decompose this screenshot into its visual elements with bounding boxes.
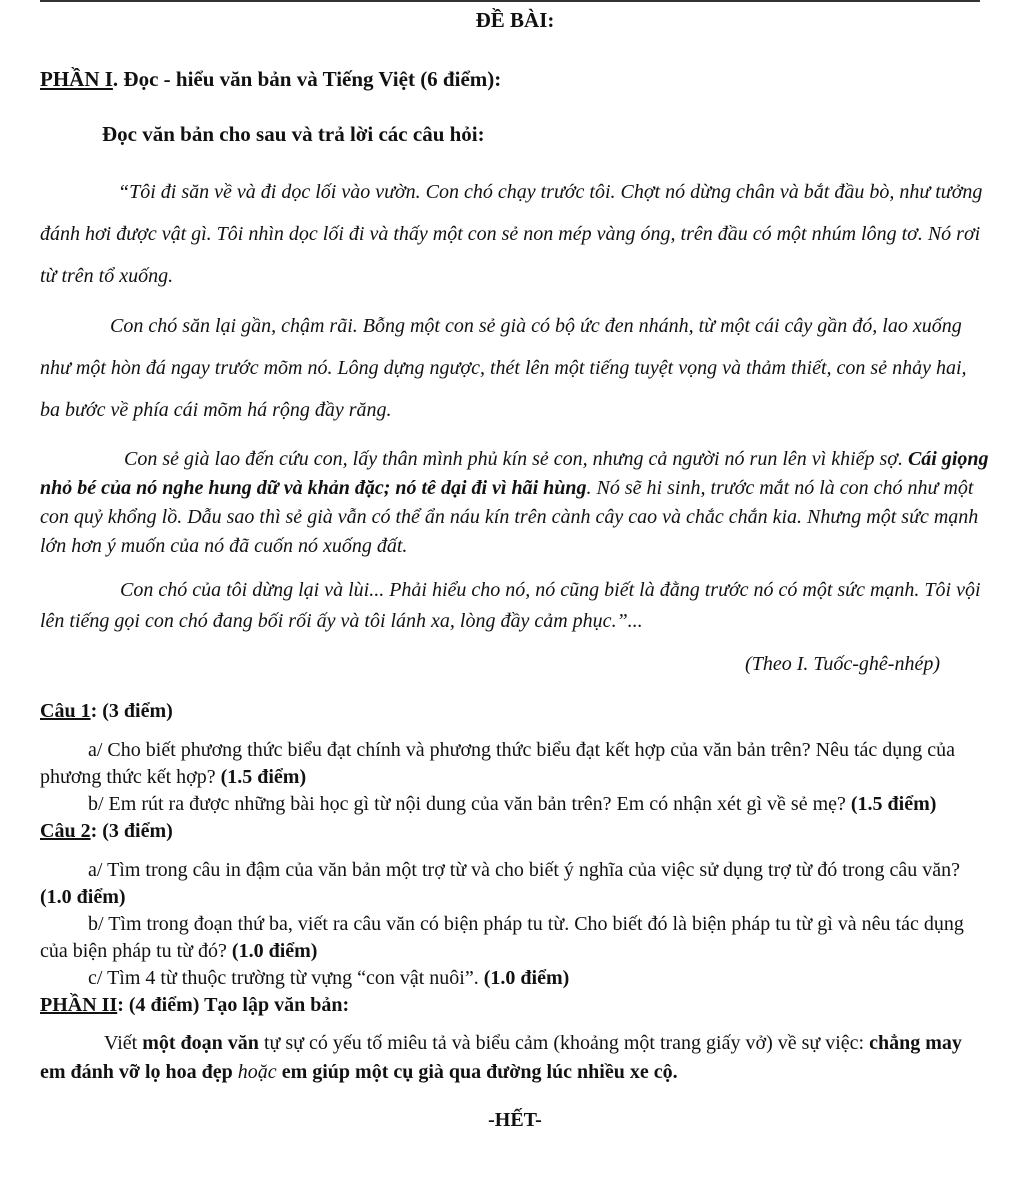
part2-heading — [40, 994, 990, 1017]
question-1b-text: b/ Em rút ra được những bài học gì từ nội dung của văn bản trên? Em có nhận xét gì về sẻ mẹ? — [88, 793, 851, 815]
reading-instruction: Đọc văn bản cho sau và trả lời các câu hỏi: — [102, 122, 485, 146]
question-1a — [40, 737, 990, 791]
passage-bold-sentence: Cái giọng nhỏ bé của nó nghe hung dữ và khản đặc; nó tê dại đi vì hãi hùng — [40, 448, 989, 499]
passage-p3-start: Con sẻ già lao đến cứu con, lấy thân mình phủ kín sẻ con, nhưng cả người nó run lên vì khiếp sợ. — [124, 448, 908, 470]
question-2a-points: (1.0 điểm) — [40, 886, 126, 908]
exam-page — [40, 6, 990, 1132]
question-2-points: : (3 điểm) — [90, 820, 173, 842]
part1-heading — [40, 67, 990, 92]
question-2-label: Câu 2 — [40, 820, 91, 842]
part1-label: PHẦN I — [40, 67, 113, 91]
question-1-heading — [40, 700, 990, 723]
top-rule — [40, 0, 980, 2]
question-2b — [40, 911, 990, 965]
part2-prompt-s5: hoặc — [237, 1061, 277, 1083]
question-1b — [40, 791, 990, 818]
part2-prompt-s1: Viết — [104, 1032, 143, 1054]
question-2c — [40, 965, 990, 992]
question-2a — [40, 857, 990, 911]
question-1a-text: a/ Cho biết phương thức biểu đạt chính và phương thức biểu đạt kết hợp của văn bản trên? Nêu tác dụng của phương thức kết hợp? — [40, 739, 956, 788]
page-title: ĐỀ BÀI: — [475, 8, 555, 32]
passage-p3-end: . Nó sẽ hi sinh, trước mắt nó là con chó như một con quỷ khổng lồ. Dẫu sao thì sẻ già vẫn có thể ẩn náu kín trên cành cây cao và chắc chắn kia. Nhưng một sức mạnh lớn hơn ý muốn của nó đã cuốn nó xuống đất. — [40, 477, 979, 557]
question-1 — [40, 700, 990, 818]
question-1b-points: (1.5 điểm) — [850, 793, 937, 815]
part2-prompt — [40, 1029, 990, 1087]
question-1a-points: (1.5 điểm) — [220, 766, 307, 788]
part2-prompt-s4: chẳng may em đánh vỡ lọ hoa đẹp — [40, 1032, 962, 1083]
question-2c-points: (1.0 điểm) — [483, 967, 570, 989]
end-marker: -HẾT- — [488, 1109, 542, 1131]
question-2-heading — [40, 820, 990, 843]
question-2c-text: c/ Tìm 4 từ thuộc trường từ vựng “con vật nuôi”. — [88, 967, 484, 989]
part2-heading-text: : (4 điểm) Tạo lập văn bản: — [117, 994, 350, 1016]
passage-paragraph-2: Con chó săn lại gần, chậm rãi. Bỗng một con sẻ già có bộ ức đen nhánh, từ một cái cây gần đó, lao xuống như một hòn đá ngay trước mõm nó. Lông dựng ngược, thét lên một tiếng tuyệt vọng và thảm thiết, con sẻ nhảy hai, ba bước về phía cái mõm há rộng đầy răng. — [40, 315, 967, 421]
question-2 — [40, 820, 990, 992]
question-2b-points: (1.0 điểm) — [231, 940, 318, 962]
part2-prompt-s6: em giúp một cụ già qua đường lúc nhiều xe cộ. — [276, 1061, 678, 1083]
part2-prompt-s3: tự sự có yếu tố miêu tả và biểu cảm (khoảng một trang giấy vở) về sự việc: — [258, 1032, 870, 1054]
passage-paragraph-4: Con chó của tôi dừng lại và lùi... Phải hiểu cho nó, nó cũng biết là đằng trước nó có một sức mạnh. Tôi vội lên tiếng gọi con chó đang bối rối ấy và tôi lánh xa, lòng đầy cảm phục.”... — [40, 579, 981, 632]
passage-paragraph-3 — [40, 445, 990, 561]
part2-label: PHẦN II — [40, 994, 118, 1016]
question-2b-text: b/ Tìm trong đoạn thứ ba, viết ra câu văn có biện pháp tu từ. Cho biết đó là biện pháp tu từ gì và nêu tác dụng của biện pháp tu từ đó? — [40, 913, 964, 962]
question-2a-text: a/ Tìm trong câu in đậm của văn bản một trợ từ và cho biết ý nghĩa của việc sử dụng trợ từ đó trong câu văn? — [88, 859, 960, 881]
passage-paragraph-1: “Tôi đi săn về và đi dọc lối vào vườn. Con chó chạy trước tôi. Chợt nó dừng chân và bắt đầu bò, như tưởng đánh hơi được vật gì. Tôi nhìn dọc lối đi và thấy một con sẻ non mép vàng óng, trên đầu có một nhúm lông tơ. Nó rơi từ trên tổ xuống. — [40, 181, 983, 287]
question-1-label: Câu 1 — [40, 700, 91, 722]
question-1-points: : (3 điểm) — [90, 700, 173, 722]
part2-prompt-s2: một đoạn văn — [142, 1032, 259, 1054]
passage-source: (Theo I. Tuốc-ghê-nhép) — [745, 653, 940, 675]
part1-heading-text: . Đọc - hiểu văn bản và Tiếng Việt (6 điểm): — [112, 67, 502, 91]
